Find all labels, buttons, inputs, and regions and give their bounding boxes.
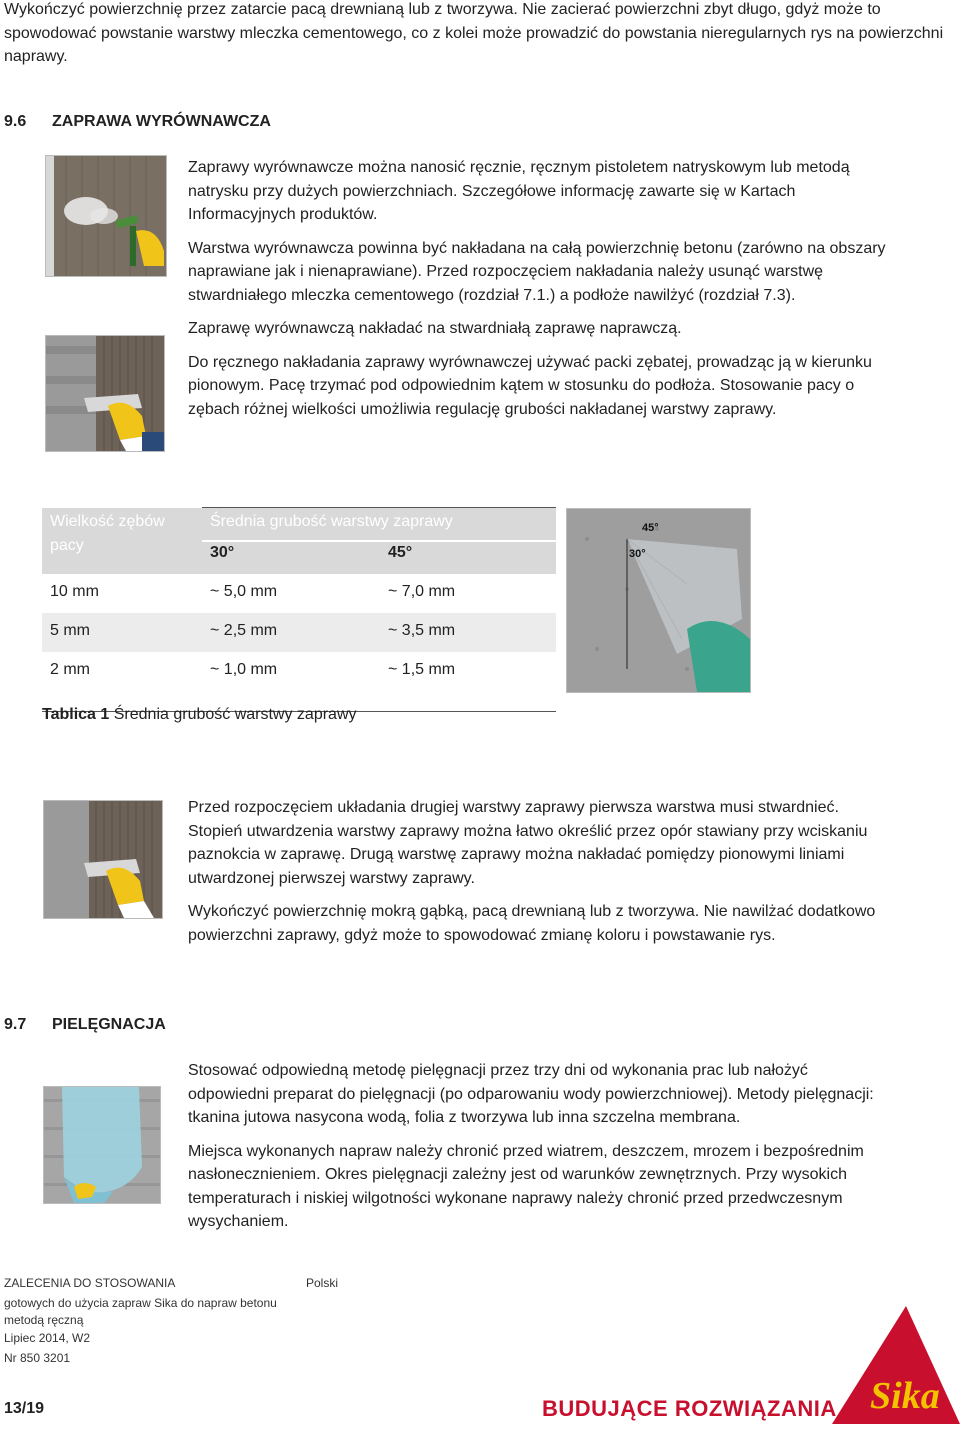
footer-language: Polski xyxy=(306,1276,339,1290)
table-cell: ~ 7,0 mm xyxy=(388,583,456,600)
paragraph: Przed rozpoczęciem układania drugiej warstwy zaprawy pierwsza warstwa musi stwardnieć. Stopień utwardzenia warstwy zaprawy można łatwo określić przez opór stawiany przy wciskaniu paznokcia w zaprawę. Drugą warstwę zaprawy można nakładać pomiędzy pionowymi liniami utwardzonej pierwszej warstwy zaprawy. xyxy=(188,799,868,887)
table-row xyxy=(42,574,556,613)
second-layer-photo xyxy=(43,800,163,919)
table-header xyxy=(42,508,556,574)
trowel-thickness-table xyxy=(42,507,556,712)
section-heading-9-7 xyxy=(4,1016,166,1034)
second-layer-body xyxy=(188,796,888,957)
spray-application-photo xyxy=(45,155,167,277)
footer-date: Lipiec 2014, W2 xyxy=(4,1331,91,1345)
column-header: Wielkość zębów pacy xyxy=(50,513,165,554)
paragraph: Stosować odpowiedną metodę pielęgnacji przez trzy dni od wykonania prac lub nałożyć odpowiedni preparat do pielęgnacji (po odparowaniu wody powierzchniowej). Metody pielęgnacji: tkanina jutowa nasycona wodą, folia z tworzywa lub inna szczelna membrana. xyxy=(188,1062,874,1126)
sika-logo xyxy=(832,1306,960,1424)
page-number: 13/19 xyxy=(4,1400,45,1417)
table-cell: ~ 5,0 mm xyxy=(210,583,278,600)
table-cell: ~ 2,5 mm xyxy=(210,622,278,639)
section-9-7-body xyxy=(188,1059,888,1244)
column-header: Średnia grubość warstwy zaprawy xyxy=(210,513,453,530)
paragraph: Warstwa wyrównawcza powinna być nakładana na całą powierzchnię betonu (zarówno na obszary naprawiane jak i nienaprawiane). Przed rozpoczęciem nakładania należy usunąć warstwę stwardniałego mleczka cementowego (rozdział 7.1.) a podłoże nawilżyć (rozdział 7.3). xyxy=(188,239,886,304)
column-header-30: 30° xyxy=(210,544,235,561)
column-header-45: 45° xyxy=(388,544,413,561)
table-row xyxy=(42,613,556,652)
table-cell: ~ 1,5 mm xyxy=(388,661,456,678)
intro-paragraph: Wykończyć powierzchnię przez zatarcie pacą drewnianą lub z tworzywa. Nie zacierać powierzchni zbyt długo, gdyż może to spowodować powstanie warstwy mleczka cementowego, co z kolei może prowadzić do powstania nieregularnych rys na powierzchni naprawy. xyxy=(4,1,944,65)
section-number: 9.7 xyxy=(4,1016,27,1033)
footer-number: Nr 850 3201 xyxy=(4,1351,71,1365)
table-cell: ~ 1,0 mm xyxy=(210,661,278,678)
table-cell: 2 mm xyxy=(50,661,90,678)
section-title: PIELĘGNACJA xyxy=(52,1016,166,1033)
paragraph: Zaprawę wyrównawczą nakładać na stwardniałą zaprawę naprawczą. xyxy=(188,320,682,337)
table-caption xyxy=(42,706,357,724)
section-number: 9.6 xyxy=(4,113,27,130)
section-heading-9-6 xyxy=(4,113,271,131)
sika-logo-text: Sika xyxy=(870,1375,940,1417)
table-cell: ~ 3,5 mm xyxy=(388,622,456,639)
curing-membrane-photo xyxy=(43,1086,161,1204)
angle-label-30: 30° xyxy=(629,548,646,560)
trowel-angle-photo xyxy=(566,508,751,693)
section-9-6-body xyxy=(188,156,888,431)
paragraph: Do ręcznego nakładania zaprawy wyrównawczej używać packi zębatej, prowadząc ją w kierunku pionowym. Pacę trzymać pod odpowiednim kątem w stosunku do podłoża. Stosowanie pacy o zębach różnej wielkości umożliwia regulację grubości nakładanej warstwy zaprawy. xyxy=(188,353,872,418)
angle-label-45: 45° xyxy=(642,522,659,534)
caption-text: Średnia grubość warstwy zaprawy xyxy=(109,706,357,723)
trowel-application-photo xyxy=(45,335,165,452)
paragraph: Wykończyć powierzchnię mokrą gąbką, pacą drewnianą lub z tworzywa. Nie nawilżać dodatkowo powierzchni zaprawy, gdyż może to spowodować zmianę koloru i powstawanie rys. xyxy=(188,903,876,944)
footer-line: gotowych do użycia zapraw Sika do napraw betonu xyxy=(4,1296,277,1310)
table-cell: 10 mm xyxy=(50,583,99,600)
table-cell: 5 mm xyxy=(50,622,90,639)
paragraph: Miejsca wykonanych napraw należy chronić przed wiatrem, deszczem, mrozem i bezpośrednim nasłonecznieniem. Okres pielęgnacji zależny jest od warunków zewnętrznych. Przy wysokich temperaturach i niskiej wilgotności wykonane naprawy należy chronić przed przedwczesnym wysychaniem. xyxy=(188,1142,864,1230)
slogan: BUDUJĄCE ROZWIĄZANIA xyxy=(542,1396,837,1421)
footer-line: metodą ręczną xyxy=(4,1313,84,1327)
table-row xyxy=(42,652,556,691)
caption-label: Tablica 1 xyxy=(42,706,110,723)
section-title: ZAPRAWA WYRÓWNAWCZA xyxy=(52,113,271,130)
footer-doc-type: ZALECENIA DO STOSOWANIA xyxy=(4,1276,176,1290)
paragraph: Zaprawy wyrównawcze można nanosić ręcznie, ręcznym pistoletem natryskowym lub metodą natrysku przy dużych powierzchniach. Szczegółowe informację zawarte się w Kartach Informacyjnych produktów. xyxy=(188,159,850,223)
